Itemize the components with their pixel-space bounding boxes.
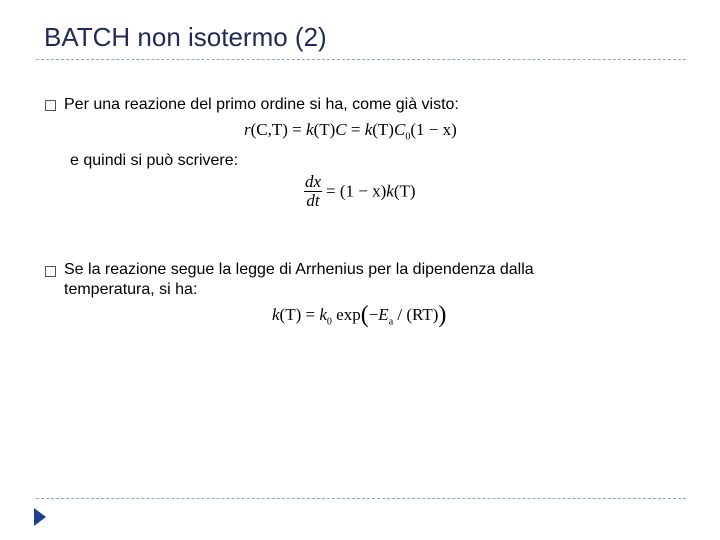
- eq3-rt: (RT): [406, 305, 439, 324]
- eq1-equals-a: =: [287, 120, 307, 139]
- eq1-r: r: [244, 120, 251, 139]
- eq2-t: (T): [393, 181, 416, 201]
- eq3-k0-sub: 0: [326, 316, 332, 328]
- eq1-c0: C: [393, 120, 406, 139]
- top-divider: [36, 59, 686, 60]
- eq3-k: k: [272, 305, 280, 324]
- square-bullet-icon: [45, 100, 56, 111]
- square-bullet-icon: [45, 266, 56, 277]
- eq3-equals: =: [301, 305, 320, 324]
- continuation-text: e quindi si può scrivere:: [70, 152, 239, 169]
- eq1-t1: (T): [313, 120, 336, 139]
- bullet-1-text: Per una reazione del primo ordine si ha, come già visto:: [64, 96, 459, 113]
- eq3-close-paren: ): [438, 302, 447, 328]
- eq3-ea-sub: a: [388, 316, 394, 328]
- eq3-exp: exp: [331, 305, 361, 324]
- eq3-ea: E: [378, 305, 389, 324]
- eq3-minus: −: [368, 305, 379, 324]
- eq1-equals-b: =: [346, 120, 365, 139]
- eq2-denominator: dt: [306, 191, 320, 210]
- eq1-k1: k: [306, 120, 314, 139]
- eq1-k2: k: [364, 120, 373, 139]
- eq3-slash: /: [393, 305, 407, 324]
- eq2-numerator: dx: [305, 172, 322, 191]
- nav-arrow-icon[interactable]: [34, 508, 46, 526]
- eq2-fraction: [304, 173, 322, 210]
- eq3-t: (T): [279, 305, 302, 324]
- eq1-args: (C,T): [250, 120, 288, 139]
- eq1-t2: (T): [372, 120, 394, 139]
- eq3-k0: k: [319, 305, 327, 324]
- bottom-divider: [36, 498, 686, 499]
- equation-rate: [244, 120, 457, 142]
- eq2-k: k: [386, 181, 394, 201]
- eq1-c0-sub: 0: [405, 131, 411, 143]
- equation-dx-dt: [304, 173, 416, 210]
- eq1-c1: C: [335, 120, 347, 139]
- eq3-open-paren: (: [360, 302, 369, 328]
- bullet-2-text: Se la reazione segue la legge di Arrhenius per la dipendenza dalla temperatura, si ha:: [64, 261, 534, 298]
- eq2-rhs: = (1 − x): [326, 181, 387, 201]
- eq1-factor: (1 − x): [410, 120, 457, 139]
- equation-arrhenius: [272, 302, 446, 329]
- slide-title: BATCH non isotermo (2): [44, 22, 327, 52]
